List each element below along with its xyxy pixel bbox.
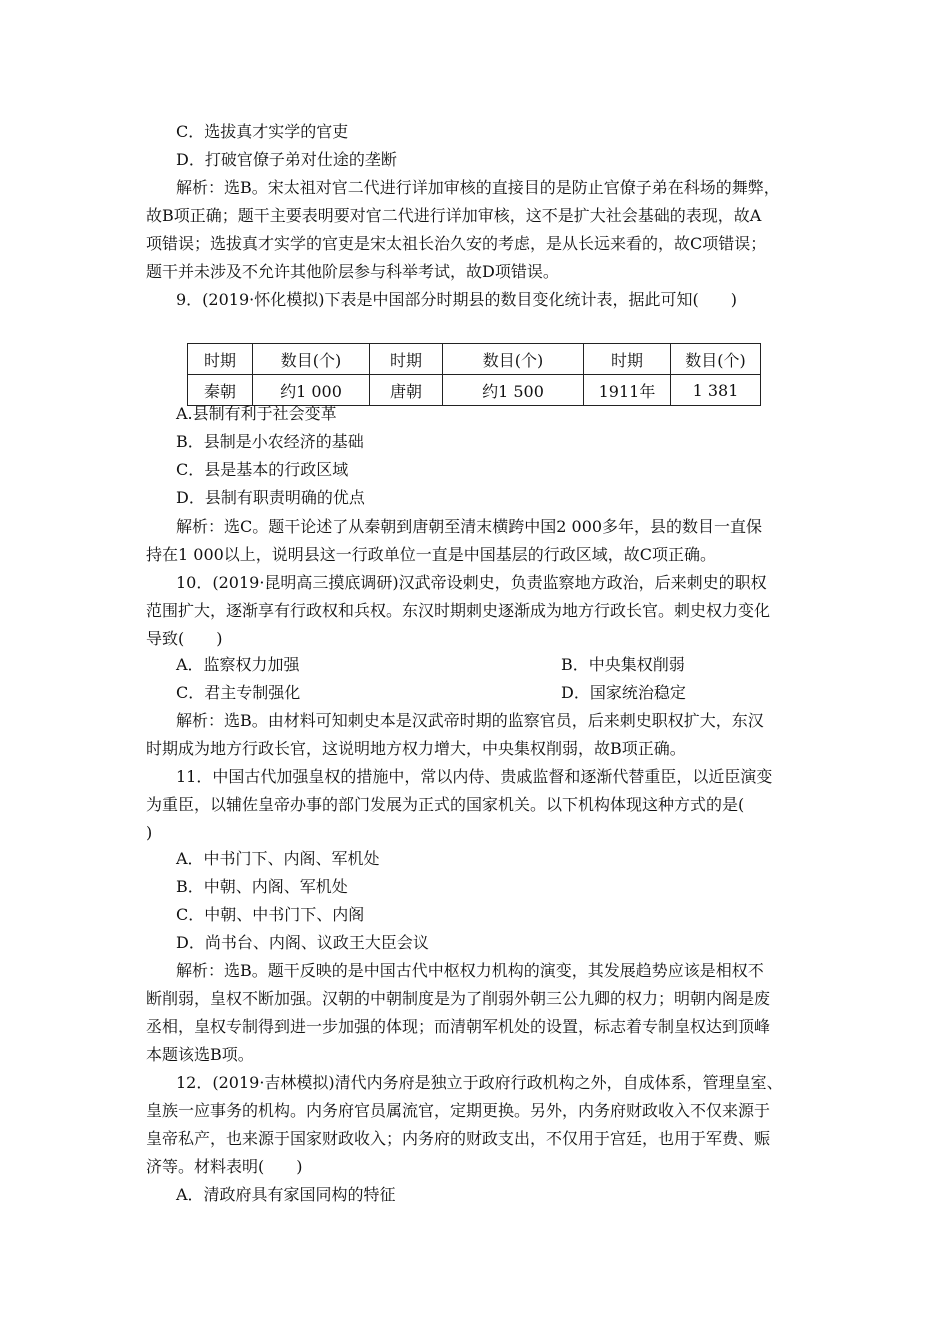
q11-option-b: B．中朝、内阁、军机处 xyxy=(176,877,348,896)
q9-option-d: D．县制有职责明确的优点 xyxy=(176,488,365,507)
table-header-cell: 数目(个) xyxy=(443,344,584,375)
q10-analysis-line: 时期成为地方行政长官，这说明地方权力增大，中央集权削弱，故B项正确。 xyxy=(146,739,686,758)
q10-stem-line: 导致( ) xyxy=(146,629,223,648)
table-cell: 约1 500 xyxy=(443,375,584,406)
q9-analysis-line: 持在1 000以上，说明县这一行政单位一直是中国基层的行政区域，故C项正确。 xyxy=(146,545,717,564)
county-count-table xyxy=(187,343,761,406)
q10-option-b: B．中央集权削弱 xyxy=(561,655,685,674)
table-header-cell: 数目(个) xyxy=(253,344,370,375)
q12-option-a: A．清政府具有家国同构的特征 xyxy=(176,1185,396,1204)
q10-option-a: A．监察权力加强 xyxy=(176,655,300,674)
q11-option-d: D．尚书台、内阁、议政王大臣会议 xyxy=(176,933,429,952)
q11-analysis-line: 断削弱，皇权不断加强。汉朝的中朝制度是为了削弱外朝三公九卿的权力；明朝内阁是废 xyxy=(146,989,771,1008)
q10-option-d: D．国家统治稳定 xyxy=(561,683,686,702)
q12-stem-line: 皇帝私产，也来源于国家财政收入；内务府的财政支出，不仅用于宫廷，也用于军费、赈 xyxy=(146,1129,771,1148)
table-header-row xyxy=(188,344,761,375)
q8-option-d: D．打破官僚子弟对仕途的垄断 xyxy=(176,150,397,169)
q9-option-a: A.县制有利于社会变革 xyxy=(176,404,337,423)
q9-stem: 9．(2019·怀化模拟)下表是中国部分时期县的数目变化统计表，据此可知( ) xyxy=(176,290,737,309)
table-row xyxy=(188,375,761,406)
q11-stem-line: ) xyxy=(146,823,153,842)
q8-analysis-line: 题干并未涉及不允许其他阶层参与科举考试，故D项错误。 xyxy=(146,262,559,281)
table-cell: 1 381 xyxy=(671,375,761,406)
q8-option-c: C．选拔真才实学的官吏 xyxy=(176,122,349,141)
q9-option-b: B．县制是小农经济的基础 xyxy=(176,432,364,451)
table-cell: 唐朝 xyxy=(370,375,443,406)
q9-option-c: C．县是基本的行政区域 xyxy=(176,460,349,479)
q8-analysis-line: 故B项正确；题干主要表明要对官二代进行详加审核，这不是扩大社会基础的表现，故A xyxy=(146,206,762,225)
q10-option-c: C．君主专制强化 xyxy=(176,683,301,702)
table-header-cell: 数目(个) xyxy=(671,344,761,375)
table-cell: 约1 000 xyxy=(253,375,370,406)
q12-stem-line: 皇族一应事务的机构。内务府官员属流官，定期更换。另外，内务府财政收入不仅来源于 xyxy=(146,1101,771,1120)
table-header-cell: 时期 xyxy=(188,344,253,375)
table-cell: 1911年 xyxy=(584,375,671,406)
q11-analysis-line: 本题该选B项。 xyxy=(146,1045,254,1064)
q10-stem-line: 范围扩大，逐渐享有行政权和兵权。东汉时期刺史逐渐成为地方行政长官。刺史权力变化 xyxy=(146,601,771,620)
q12-stem-line: 济等。材料表明( ) xyxy=(146,1157,303,1176)
q11-stem-line: 11．中国古代加强皇权的措施中，常以内侍、贵戚监督和逐渐代替重臣，以近臣演变 xyxy=(176,767,773,786)
q9-analysis-line: 解析：选C。题干论述了从秦朝到唐朝至清末横跨中国2 000多年，县的数目一直保 xyxy=(176,517,763,536)
q10-analysis-line: 解析：选B。由材料可知刺史本是汉武帝时期的监察官员，后来刺史职权扩大，东汉 xyxy=(176,711,764,730)
q8-analysis-line: 解析：选B。宋太祖对官二代进行详加审核的直接目的是防止官僚子弟在科场的舞弊， xyxy=(176,178,780,197)
q10-stem-line: 10．(2019·昆明高三摸底调研)汉武帝设刺史，负责监察地方政治，后来刺史的职权 xyxy=(176,573,767,592)
q11-analysis-line: 丞相，皇权专制得到进一步加强的体现；而清朝军机处的设置，标志着专制皇权达到顶峰 xyxy=(146,1017,771,1036)
table-header-cell: 时期 xyxy=(584,344,671,375)
q11-option-c: C．中朝、中书门下、内阁 xyxy=(176,905,365,924)
q12-stem-line: 12．(2019·吉林模拟)清代内务府是独立于政府行政机构之外，自成体系，管理皇室、 xyxy=(176,1073,783,1092)
table-cell: 秦朝 xyxy=(188,375,253,406)
q11-stem-line: 为重臣，以辅佐皇帝办事的部门发展为正式的国家机关。以下机构体现这种方式的是( xyxy=(146,795,745,814)
table-header-cell: 时期 xyxy=(370,344,443,375)
q8-analysis-line: 项错误；选拔真才实学的官吏是宋太祖长治久安的考虑，是从长远来看的，故C项错误； xyxy=(146,234,767,253)
q11-analysis-line: 解析：选B。题干反映的是中国古代中枢权力机构的演变，其发展趋势应该是相权不 xyxy=(176,961,764,980)
q11-option-a: A．中书门下、内阁、军机处 xyxy=(176,849,380,868)
